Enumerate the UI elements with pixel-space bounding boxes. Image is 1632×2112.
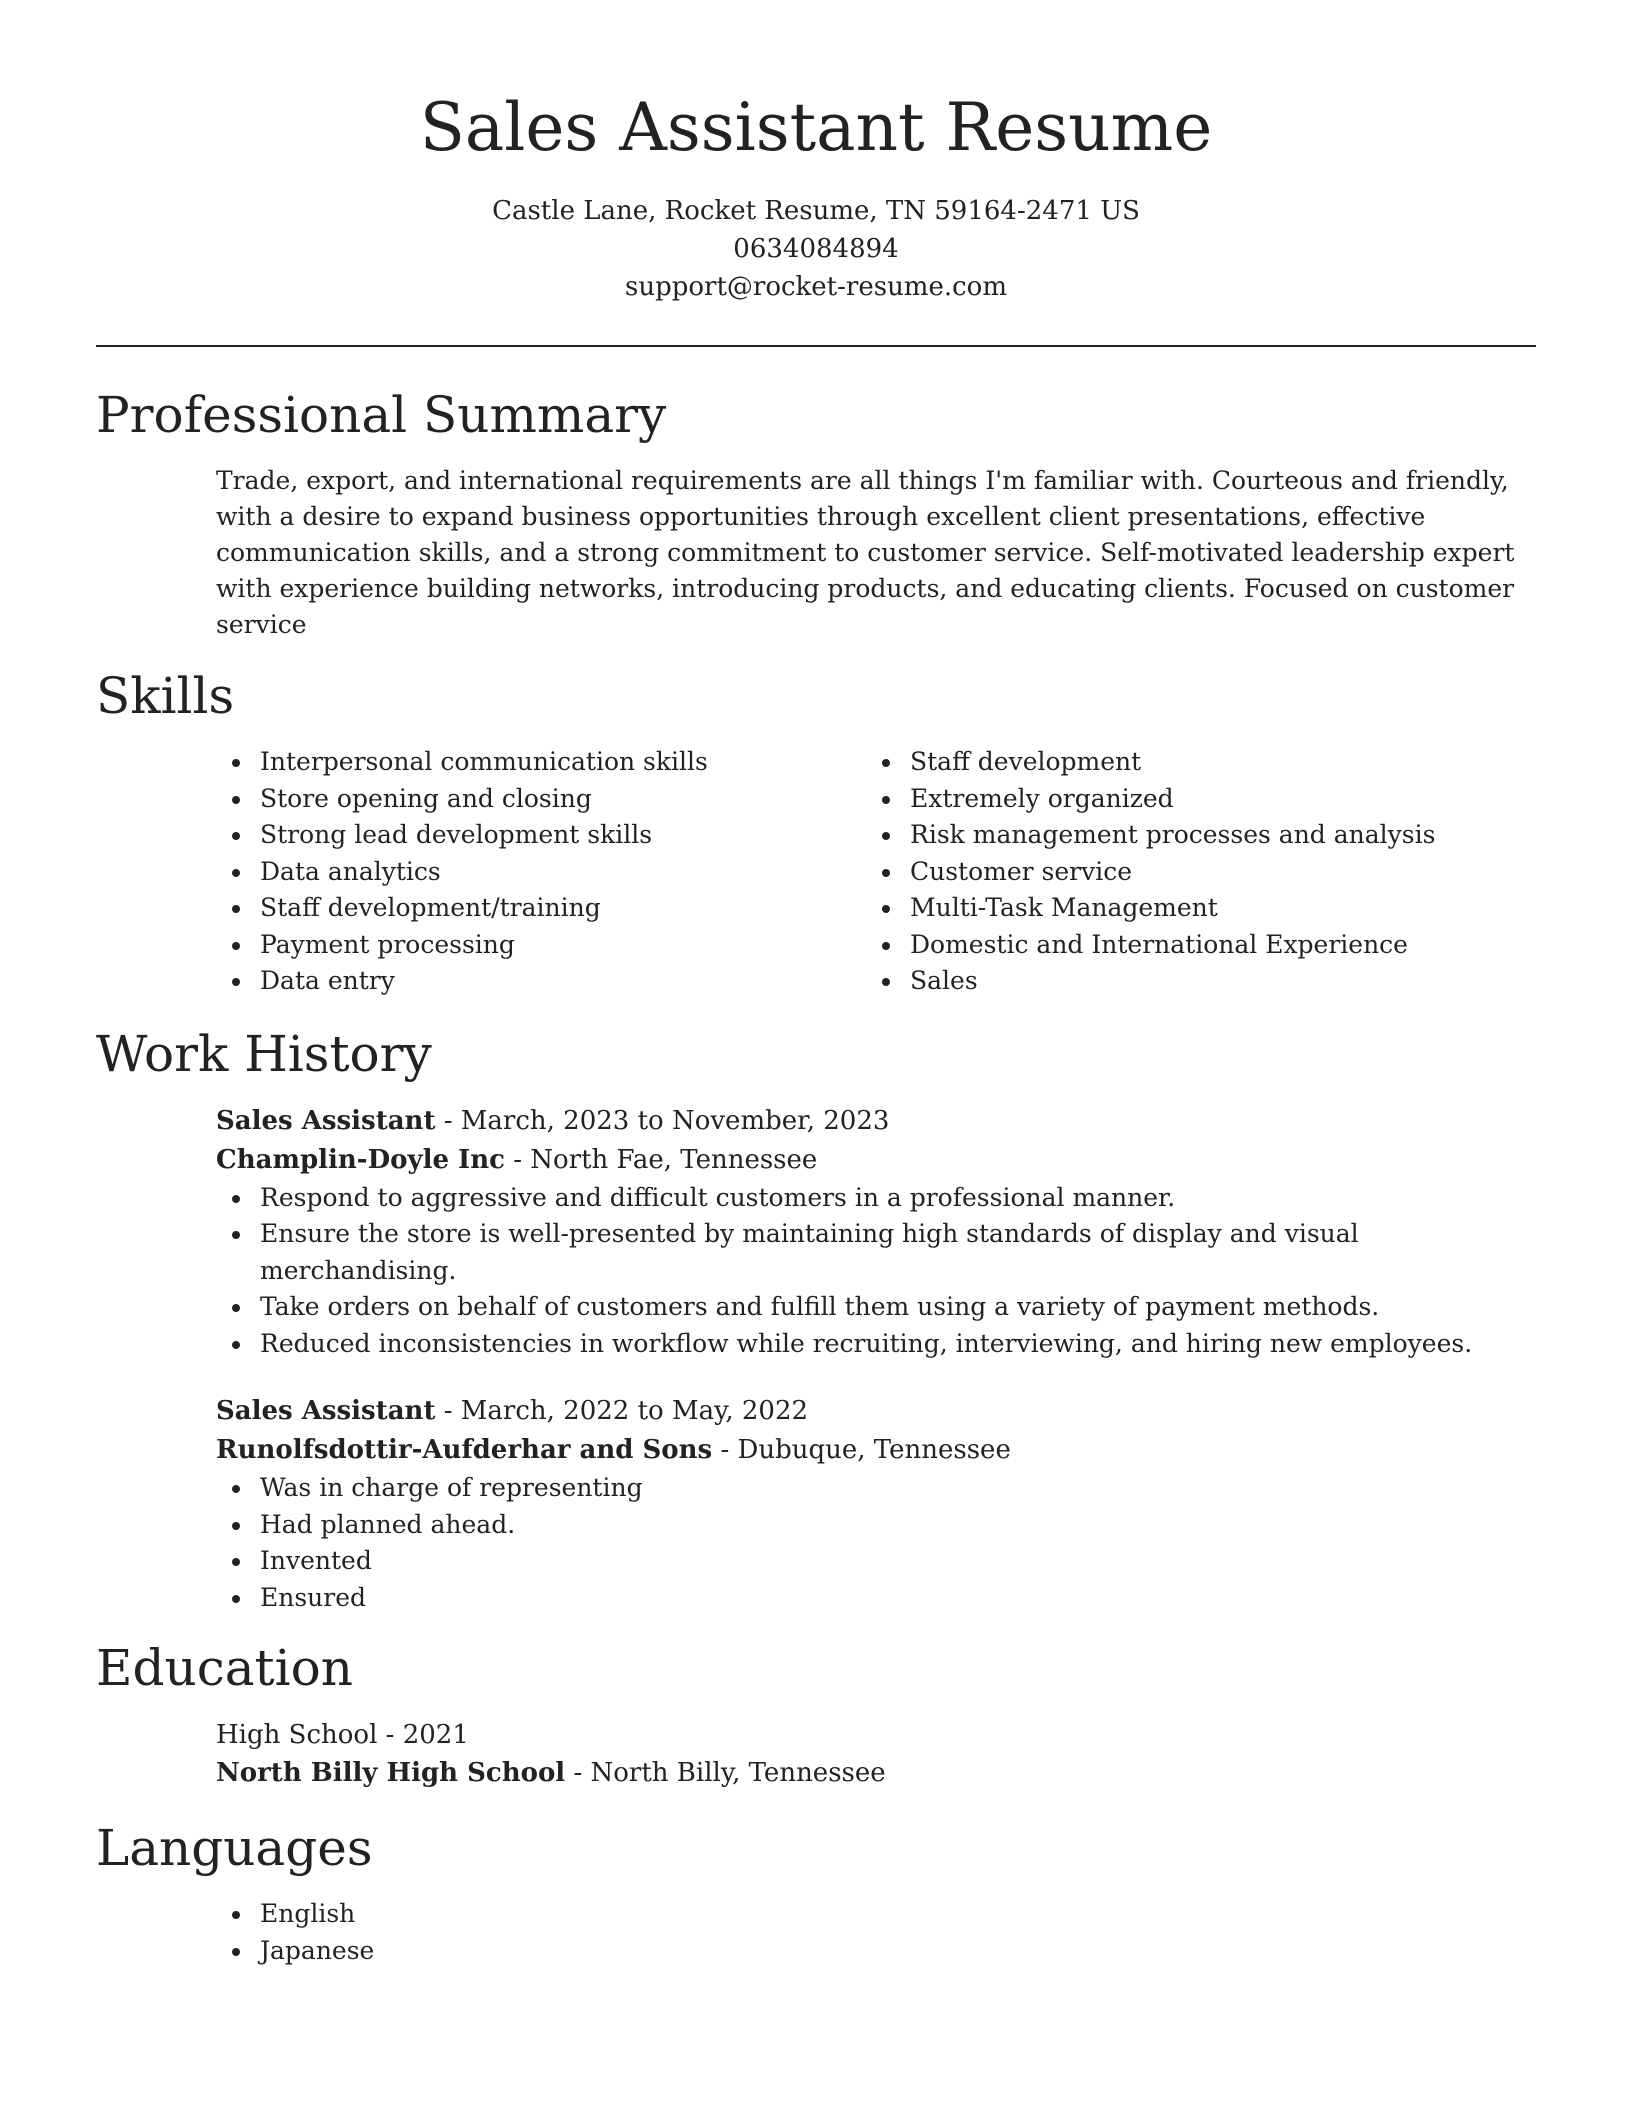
job-company-line	[216, 1431, 1536, 1470]
job-location: - North Fae, Tennessee	[504, 1144, 818, 1175]
job-title: Sales Assistant	[216, 1105, 436, 1136]
education-section	[96, 1636, 1536, 1792]
skill-item: Staff development/training	[216, 890, 866, 927]
skill-item: Extremely organized	[866, 781, 1516, 818]
education-body	[96, 1716, 1536, 1792]
work-heading: Work History	[96, 1024, 432, 1083]
skills-columns	[216, 744, 1536, 1000]
job-entry	[216, 1102, 1536, 1363]
resume-page	[96, 0, 1536, 1969]
summary-text: Trade, export, and international requirements are all things I'm familiar with. Courteous and friendly, with a desire to expand business opportunities through excellent client presentations, effective communication skills, and a strong commitment to customer service. Self-motivated leadership expert with experience building networks, introducing products, and educating clients. Focused on customer service	[216, 466, 1515, 639]
contact-phone: 0634084894	[733, 234, 899, 264]
summary-section	[96, 383, 1536, 643]
language-item: Japanese	[216, 1933, 1536, 1970]
job-title-line	[216, 1102, 1536, 1141]
education-school: North Billy High School	[216, 1758, 566, 1788]
job-title-line	[216, 1392, 1536, 1431]
skill-item: Staff development	[866, 744, 1516, 781]
job-title: Sales Assistant	[216, 1396, 436, 1426]
languages-heading: Languages	[96, 1819, 373, 1877]
education-school-line	[216, 1754, 1536, 1792]
skill-item: Store opening and closing	[216, 781, 866, 818]
duty-item: Ensure the store is well-presented by maintaining high standards of display and visual merchandising.	[216, 1216, 1536, 1289]
job-company: Champlin-Doyle Inc	[216, 1144, 505, 1175]
job-dates: - March, 2023 to November, 2023	[435, 1105, 890, 1136]
summary-body	[96, 463, 1536, 643]
education-heading: Education	[96, 1639, 353, 1697]
languages-body	[96, 1896, 1536, 1969]
duty-item: Reduced inconsistencies in workflow while recruiting, interviewing, and hiring new employees.	[216, 1326, 1536, 1363]
job-location: - Dubuque, Tennessee	[712, 1435, 1011, 1465]
skill-item: Multi-Task Management	[866, 890, 1516, 927]
skill-item: Strong lead development skills	[216, 817, 866, 854]
skill-item: Interpersonal communication skills	[216, 744, 866, 781]
summary-heading: Professional Summary	[96, 386, 667, 444]
contact-email: support@rocket-resume.com	[624, 272, 1007, 302]
skill-item: Payment processing	[216, 927, 866, 964]
skill-item: Domestic and International Experience	[866, 927, 1516, 964]
skills-section	[96, 664, 1536, 1000]
skills-heading: Skills	[96, 667, 235, 725]
duty-item: Take orders on behalf of customers and fulfill them using a variety of payment methods.	[216, 1289, 1536, 1326]
duty-item: Respond to aggressive and difficult customers in a professional manner.	[216, 1180, 1536, 1217]
duty-item: Had planned ahead.	[216, 1507, 1536, 1544]
skill-item: Sales	[866, 963, 1516, 1000]
duty-item: Ensured	[216, 1580, 1536, 1617]
language-item: English	[216, 1896, 1536, 1933]
job-company: Runolfsdottir-Aufderhar and Sons	[216, 1435, 713, 1465]
skill-item: Customer service	[866, 854, 1516, 891]
job-dates: - March, 2022 to May, 2022	[435, 1396, 809, 1426]
job-duties	[216, 1180, 1536, 1363]
contact-address: Castle Lane, Rocket Resume, TN 59164-2471 US	[492, 196, 1140, 226]
education-degree: High School - 2021	[216, 1720, 469, 1750]
languages-list	[216, 1896, 1536, 1969]
job-company-line	[216, 1141, 1536, 1180]
skills-body	[96, 744, 1536, 1000]
job-duties	[216, 1470, 1536, 1616]
work-body	[96, 1102, 1536, 1617]
resume-header	[96, 0, 1536, 306]
header-divider	[96, 345, 1536, 347]
work-section	[96, 1022, 1536, 1617]
skill-item: Data entry	[216, 963, 866, 1000]
skill-item: Data analytics	[216, 854, 866, 891]
duty-item: Invented	[216, 1543, 1536, 1580]
skill-item: Risk management processes and analysis	[866, 817, 1516, 854]
languages-section	[96, 1816, 1536, 1969]
duty-item: Was in charge of representing	[216, 1470, 1536, 1507]
skills-list-left	[216, 744, 866, 1000]
resume-title: Sales Assistant Resume	[419, 89, 1213, 166]
contact-info	[96, 192, 1536, 306]
skills-list-right	[866, 744, 1516, 1000]
job-entry	[216, 1392, 1536, 1616]
education-location: - North Billy, Tennessee	[565, 1758, 886, 1788]
